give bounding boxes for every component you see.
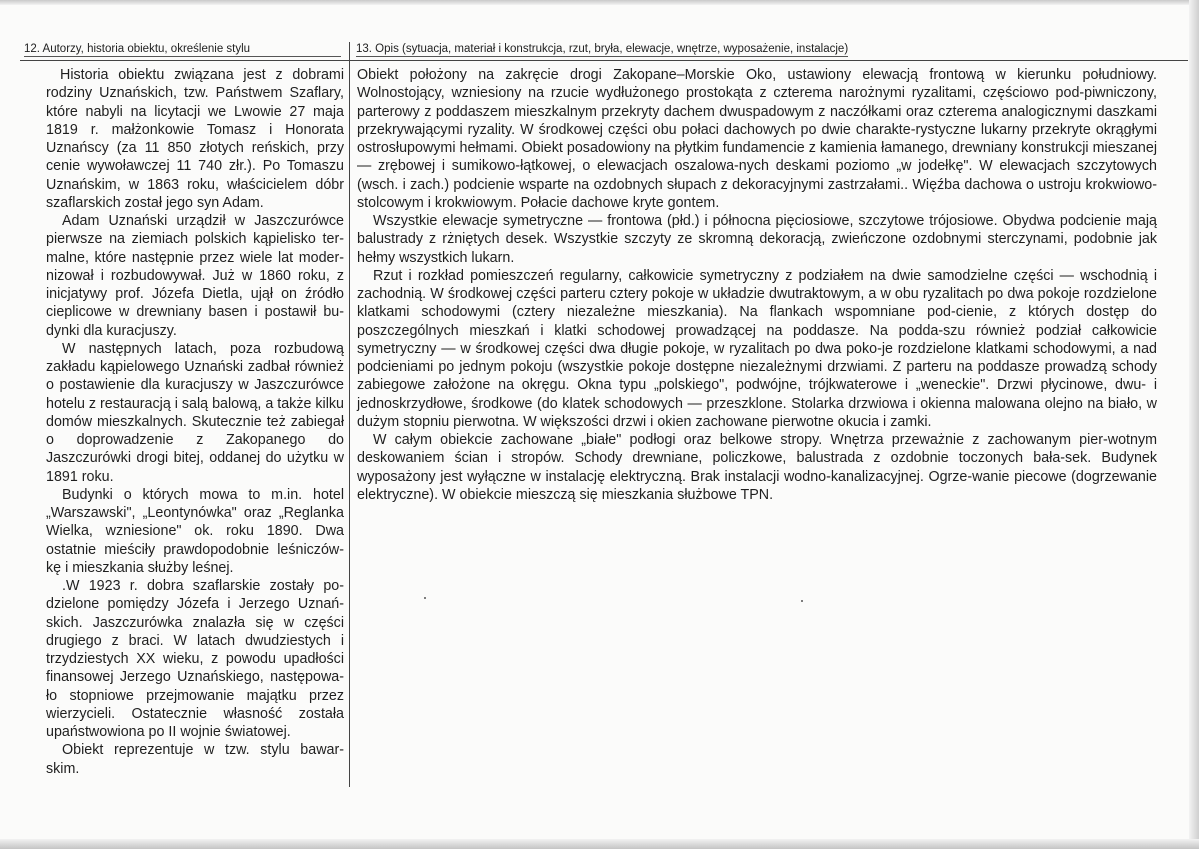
description-paragraph: Rzut i rozkład pomieszczeń regularny, całkowicie symetryczny z podziałem na dwie samodzielne części — wschodnią i zachodnią. W środkowej części parteru cztery pokoje w układzie dwutraktowym, a w obu ryzalitach po dwa pokoje rozdzielone klatkami schodowymi (cztery niezależne mieszkania). Na flankach wspomniane pod-cienie, z których dostęp do poszczególnych mieszkań i klatki schodowej prowadzącej na poddasze. Na podda-szu również podział całkowicie symetryczny — w środkowej części dwa długie pokoje, w ryzalitach po dwa poko-je rozdzielone klatkami schodowymi, a nad podcieniami po jednym pokoju (wszystkie pokoje dostępne niezależnymi drzwiami. Z parteru na poddasze prowadzą schody zabiegowe założone na okręgu. Okna typu „polskiego", podwójne, trójkwaterowe i „weneckie". Drzwi płycinowe, dwu- i jednoskrzydłowe, środkowe (do klatek schodowych — przeszklone. Stolarka drzwiowa i okienna malowana olejno na biało, w dużym stopniu pierwotna. W większości drzwi i okien zachowane pierwotne okucia i zamki. xyxy=(357,267,1157,430)
scan-speck xyxy=(801,600,803,602)
scan-edge-right xyxy=(1189,0,1199,849)
scan-edge-bottom xyxy=(0,839,1199,849)
section-12-header: 12. Autorzy, historia obiektu, określenie stylu xyxy=(24,43,341,57)
history-paragraph: Historia obiektu związana jest z dobrami rodziny Uznańskich, tzw. Państwem Szaflary, które nabyli na licytacji we Lwowie 27 maja 1819 r. małżonkowie Tomasz i Honorata Uznańscy (za 11 850 złotych reńskich, przy cenie wywoławczej 11 740 złr.). Po Tomaszu Uznańskim, w 1863 roku, właścicielem dóbr szaflarskich został jego syn Adam. xyxy=(46,67,344,211)
history-paragraph: Obiekt reprezentuje w tzw. stylu bawar-skim. xyxy=(46,742,344,777)
history-paragraph: W następnych latach, poza rozbudową zakładu kąpielowego Uznański zadbał również o postawienie dla kuracjuszy w Jaszczurówce hotelu z restauracją i salą balową, a także kilku domów mieszkalnych. Skutecznie też zabiegał o doprowadzenie z Zakopanego do Jaszczurówki drogi bitej, oddanej do użytku w 1891 roku. xyxy=(46,340,345,485)
description-paragraph: W całym obiekcie zachowane „białe" podłogi oraz belkowe stropy. Wnętrza przeważnie z zachowanym pier-wotnym deskowaniem ścian i stropów. Schody drewniane, policzkowe, balustrada z ozdobnie toczonych bała-sek. Budynek wyposażony jest wyłączne w instalację elektryczną. Brak instalacji wodno-kanalizacyjnej. Ogrze-wanie piecowe (dogrzewanie elektryczne). W obiekcie mieszczą się mieszkania służbowe TPN. xyxy=(357,432,1157,503)
history-paragraph: .W 1923 r. dobra szaflarskie zostały po-dzielone pomiędzy Józefa i Jerzego Uznań-skich. Jaszczurówka znalazła się w części drugiego z braci. W latach dwudziestych i trzydziestych XX wieku, z powodu upadłości finansowej Jerzego Uznańskiego, następowa-ło stopniowe przejmowanie majątku przez wierzycieli. Ostatecznie własność została upaństwowiona po II wojnie światowej. xyxy=(46,578,344,740)
description-column xyxy=(357,66,1157,504)
form-top-rule xyxy=(20,60,1188,61)
history-column xyxy=(46,66,344,778)
scan-speck xyxy=(424,597,426,599)
section-13-header: 13. Opis (sytuacja, materiał i konstrukcja, rzut, bryła, elewacje, wnętrze, wyposażenie, instalacje) xyxy=(356,43,849,55)
column-divider xyxy=(349,42,350,787)
scan-edge-top xyxy=(0,0,1199,5)
history-paragraph: Budynki o których mowa to m.in. hotel „Warszawski", „Leontynówka" oraz „Reglanka Wielka, wzniesione" ok. roku 1890. Dwa ostatnie mieściły prawdopodobnie leśniczów-kę i mieszkania służby leśnej. xyxy=(46,486,344,576)
description-paragraph: Obiekt położony na zakręcie drogi Zakopane–Morskie Oko, ustawiony elewacją frontową w kierunku południowy. Wolnostojący, wzniesiony na rzucie wydłużonego prostokąta z czterema narożnymi ryzalitami, częściowo pod-piwniczony, parterowy z poddaszem mieszkalnym przekryty dachem dwuspadowym z naczółkami oraz czterema analogicznymi daszkami przekrywającymi ryzality. W środkowej części obu połaci dachowych po dwie charakte-rystyczne lukarny przekryte okrągłymi ostrosłupowymi hełmami. Obiekt posadowiony na płytkim fundamencie z kamienia łamanego, drewniany konstrukcji mieszanej — zrębowej i sumikowo-łątkowej, o elewacjach oszalowa-nych deskami poziomo „w jodełkę". W elewacjach szczytowych (wsch. i zach.) podcienie wsparte na ozdobnych słupach z dekoracyjnymi zastrzałami.. Więźba dachowa o ustroju krokwiowo-stolcowym i krokwiowym. Połacie dachowe kryte gontem. xyxy=(357,67,1157,211)
history-paragraph: Adam Uznański urządził w Jaszczurówce pierwsze na ziemiach polskich kąpielisko ter-malne, które następnie przez wiele lat moder-nizował i rozbudowywał. Już w 1860 roku, z inicjatywy prof. Józefa Dietla, ujął on źródło cieplicowe w drewniany basen i postawił bu-dynki dla kuracjuszy. xyxy=(46,213,344,339)
description-paragraph: Wszystkie elewacje symetryczne — frontowa (płd.) i północna pięciosiowe, szczytowe trójosiowe. Obydwa podcienie mają balustrady z rżniętych desek. Wszystkie szczyty ze skromną dekoracją, zwieńczone ozdobnymi sterczynami, podobnie jak hełmy wszystkich lukarn. xyxy=(357,213,1157,266)
